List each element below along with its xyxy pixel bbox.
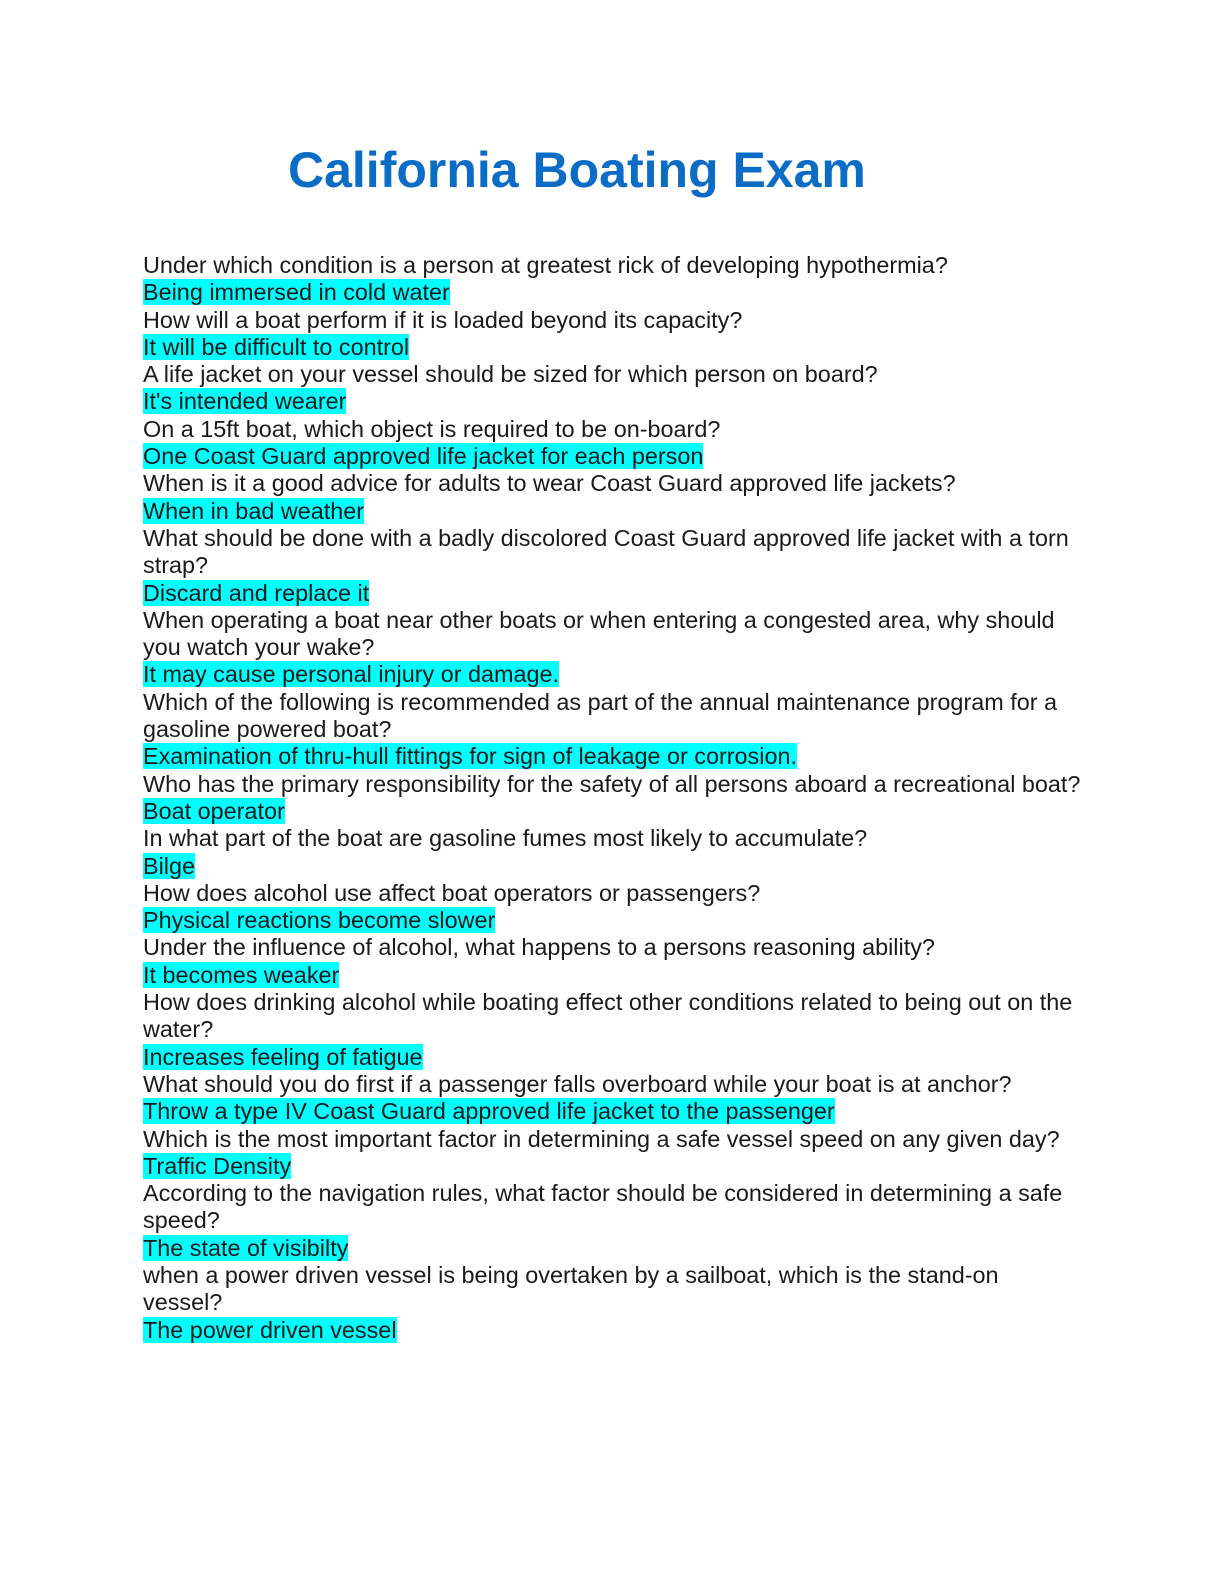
qa-item [143,934,1083,989]
answer-row [143,661,1083,688]
answer-row [143,1044,1083,1071]
answer-row [143,853,1083,880]
question-text: Under which condition is a person at greatest rick of developing hypothermia? [143,252,948,278]
highlighted-answer: The state of visibilty [143,1234,349,1261]
answer-row [143,1153,1083,1180]
qa-item [143,880,1083,935]
question-text: When operating a boat near other boats or when entering a congested area, why should you watch your wake? [143,606,1055,661]
highlighted-answer: The power driven vessel [143,1316,397,1343]
highlighted-answer: Boat operator [143,797,285,824]
answer-row [143,334,1083,361]
answer-row [143,279,1083,306]
question-text: How does drinking alcohol while boating effect other conditions related to being out on the water? [143,989,1073,1043]
question-text: Under the influence of alcohol, what happens to a persons reasoning ability? [143,934,935,961]
qa-item [143,989,1083,1071]
answer-row [143,443,1083,470]
qa-list [143,252,1083,1344]
question-text: Which of the following is recommended as part of the annual maintenance program for a gasoline powered boat? [143,688,1058,743]
answer-row [143,1098,1083,1125]
highlighted-answer: Physical reactions become slower [143,907,496,934]
question-text: Which is the most important factor in determining a safe vessel speed on any given day? [143,1125,1060,1152]
answer-row [143,907,1083,934]
qa-item [143,1126,1083,1181]
qa-item [143,607,1083,689]
answer-row [143,962,1083,989]
qa-item [143,1071,1083,1126]
qa-item [143,361,1083,416]
question-text: How does alcohol use affect boat operators or passengers? [143,879,761,906]
answer-row [143,580,1083,607]
highlighted-answer: It's intended wearer [143,388,347,415]
highlighted-answer: One Coast Guard approved life jacket for each person [143,443,704,470]
highlighted-answer: Throw a type IV Coast Guard approved life jacket to the passenger [143,1098,835,1125]
question-text: When is it a good advice for adults to wear Coast Guard approved life jackets? [143,470,956,497]
highlighted-answer: Traffic Density [143,1152,292,1179]
qa-item [143,825,1083,880]
document-title: California Boating Exam [288,142,866,198]
answer-row [143,1317,1083,1344]
highlighted-answer: It may cause personal injury or damage. [143,661,560,688]
highlighted-answer: It becomes weaker [143,961,340,988]
qa-item [143,307,1083,362]
qa-item [143,416,1083,471]
question-text: Who has the primary responsibility for the safety of all persons aboard a recreational boat? [143,770,1081,797]
question-text: How will a boat perform if it is loaded beyond its capacity? [143,306,743,333]
answer-row [143,388,1083,415]
qa-item [143,470,1083,525]
qa-item [143,1180,1083,1262]
qa-item [143,525,1083,607]
answer-row [143,1235,1083,1262]
highlighted-answer: It will be difficult to control [143,333,410,360]
qa-item [143,252,1083,307]
question-text: What should you do first if a passenger falls overboard while your boat is at anchor? [143,1070,1012,1097]
highlighted-answer: Examination of thru-hull fittings for sign of leakage or corrosion. [143,743,797,770]
question-text: On a 15ft boat, which object is required to be on-board? [143,415,721,442]
question-text: What should be done with a badly discolored Coast Guard approved life jacket with a torn strap? [143,524,1069,579]
highlighted-answer: Increases feeling of fatigue [143,1043,423,1070]
highlighted-answer: When in bad weather [143,497,365,524]
answer-row [143,498,1083,525]
question-text: when a power driven vessel is being overtaken by a sailboat, which is the stand-on vessel? [143,1261,999,1316]
highlighted-answer: Bilge [143,852,196,879]
qa-item [143,771,1083,826]
question-text: In what part of the boat are gasoline fumes most likely to accumulate? [143,825,868,852]
qa-item [143,1262,1083,1344]
question-text: A life jacket on your vessel should be sized for which person on board? [143,361,878,388]
question-text: According to the navigation rules, what factor should be considered in determining a safe speed? [143,1180,1063,1234]
highlighted-answer: Being immersed in cold water [143,279,450,306]
qa-item [143,689,1083,771]
answer-row [143,743,1083,770]
answer-row [143,798,1083,825]
highlighted-answer: Discard and replace it [143,579,370,606]
